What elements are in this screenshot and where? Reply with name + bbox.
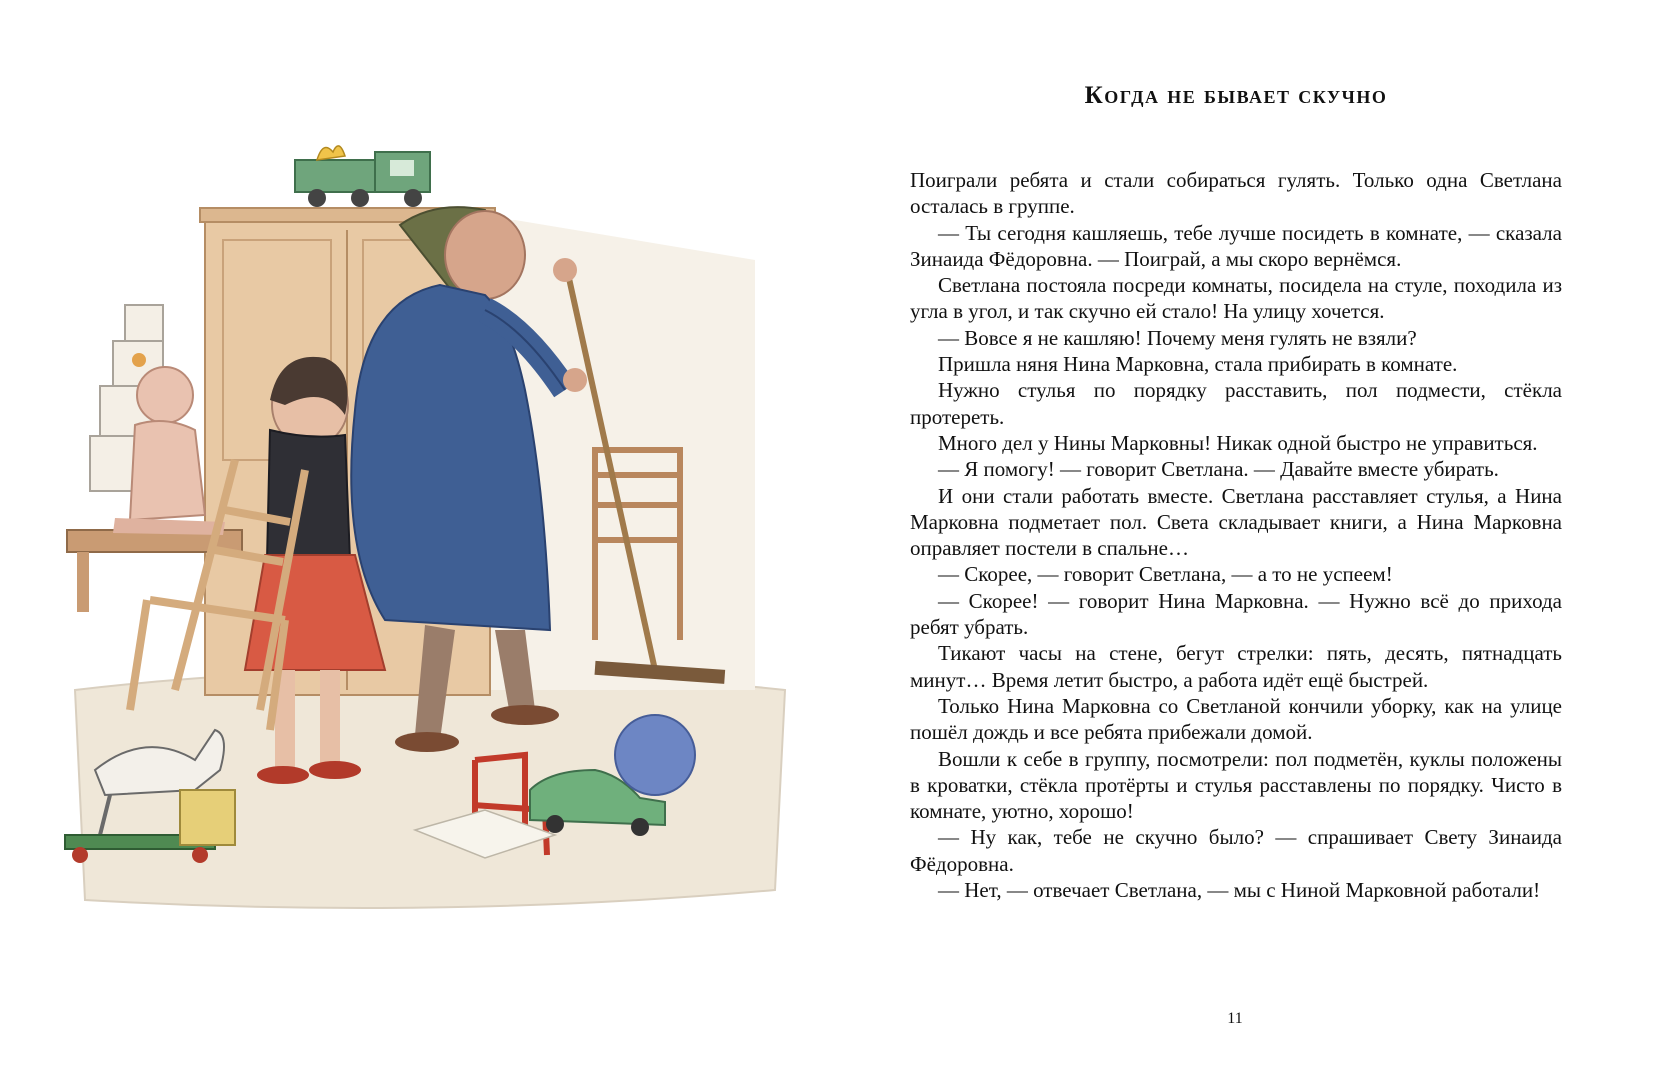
paragraph: — Скорее! — говорит Нина Марковна. — Нужно всё до прихода ребят убрать. bbox=[910, 588, 1562, 640]
text-page bbox=[910, 82, 1562, 903]
paragraph: Поиграли ребята и стали собираться гулять. Только одна Светлана осталась в группе. bbox=[910, 168, 1562, 219]
paragraph: Вошли к себе в группу, посмотрели: пол подметён, куклы положены в кроватки, стёкла протёрты и стулья расставлены по порядку. Чисто в комнате, уютно, хорошо! bbox=[910, 746, 1562, 824]
paragraph: Много дел у Нины Марковны! Никак одной быстро не управиться. bbox=[938, 430, 1538, 455]
illustration bbox=[55, 130, 795, 930]
story-title: Когда не бывает скучно bbox=[1084, 82, 1388, 109]
paragraph: — Ну как, тебе не скучно было? — спрашивает Свету Зинаида Фёдоровна. bbox=[910, 825, 1562, 876]
story-body bbox=[910, 167, 1562, 903]
paragraph: — Нет, — отвечает Светлана, — мы с Ниной Марковной работали! bbox=[938, 878, 1541, 903]
paragraph: Тикают часы на стене, бегут стрелки: пять, десять, пятнадцать минут… Время летит быстро, а работа идёт ещё быстрей. bbox=[910, 641, 1562, 692]
paragraph: И они стали работать вместе. Светлана расставляет стулья, а Нина Марковна подметает пол. Света складывает книги, а Нина Марковна оправляет постели в спальне… bbox=[910, 483, 1562, 561]
paragraph: Только Нина Марковна со Светланой кончили уборку, как на улице пошёл дождь и все ребята прибежали домой. bbox=[910, 693, 1562, 745]
ball-icon bbox=[615, 715, 695, 795]
toy-truck-icon bbox=[295, 146, 430, 207]
paragraph: — Скорее, — говорит Светлана, — а то не успеем! bbox=[938, 562, 1393, 587]
paragraph: — Вовсе я не кашляю! Почему меня гулять не взяли? bbox=[938, 325, 1417, 350]
paragraph: Пришла няня Нина Марковна, стала прибирать в комнате. bbox=[938, 352, 1458, 377]
paragraph: — Я помогу! — говорит Светлана. — Давайте вместе убирать. bbox=[938, 457, 1499, 482]
paragraph: Нужно стулья по порядку расставить, пол подмести, стёкла протереть. bbox=[910, 378, 1562, 429]
paragraph: Светлана постояла посреди комнаты, посидела на стуле, походила из угла в угол, и так скучно ей стало! На улицу хочется. bbox=[910, 273, 1562, 324]
toy-cube-icon bbox=[180, 790, 235, 845]
paragraph: — Ты сегодня кашляешь, тебе лучше посидеть в комнате, — сказала Зинаида Фёдоровна. — Поиграй, а мы скоро вернёмся. bbox=[910, 220, 1562, 271]
page-number: 11 bbox=[1227, 1010, 1243, 1027]
